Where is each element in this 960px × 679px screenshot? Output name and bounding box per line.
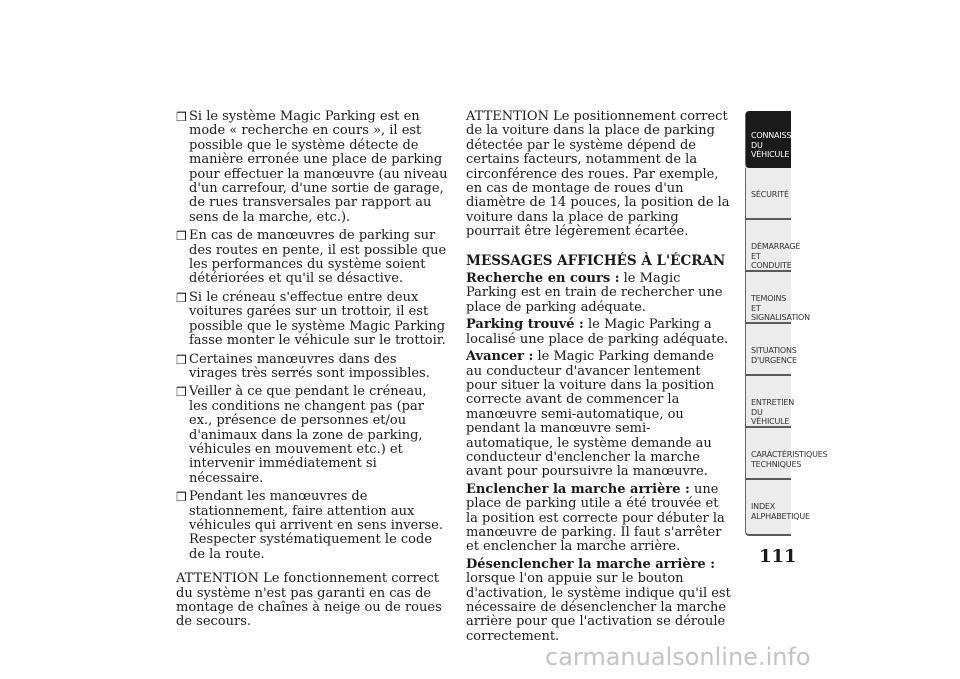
- tab-index-alphabetique[interactable]: INDEX ALPHABETIQUE: [745, 480, 791, 536]
- checkbox-bullet-icon: ❒: [176, 352, 187, 367]
- message-term: Avancer :: [466, 349, 534, 365]
- tab-entretien-du-vehicule[interactable]: ENTRETIEN DU VÉHICULE: [745, 376, 791, 428]
- bullet-item: ❒ Certaines manœuvres dans des virages très serrés sont impossibles.: [176, 351, 430, 381]
- message-text: le Magic Parking demande au conducteur d'avancer lentement pour situer la voiture dans la position correcte avant de commencer la manœuvre semi-automatique, ou pendant la manœuvre semi-automatique, le système demande au conducteur d'enclencher la marche avant pour poursuivre la manœuvre.: [466, 349, 715, 480]
- watermark: carmanualsonline.info: [545, 643, 811, 671]
- message-text: une place de parking utile a été trouvée et la position est correcte pour débuter la manœuvre de parking. Il faut s'arrêter et enclencher la marche arrière.: [466, 481, 725, 555]
- bullet-item: ❒ Si le système Magic Parking est en mode « recherche en cours », il est possible que le système détecte de manière erronée une place de parking pour effectuer la manœuvre (au niveau d'un carrefour, d'une sortie de garage, de rues transversales par rapport au sens de la marche, etc.).: [176, 109, 448, 225]
- checkbox-bullet-icon: ❒: [176, 490, 187, 505]
- tab-caracteristiques-techniques[interactable]: CARACTÉRISTIQUES TECHNIQUES: [745, 428, 791, 480]
- message-item: [466, 483, 732, 555]
- bullet-item: ❒ Si le créneau s'effectue entre deux voitures garées sur un trottoir, il est possible que le système Magic Parking fasse monter le véhicule sur le trottoir.: [176, 289, 446, 349]
- message-text: lorsque l'on appuie sur le bouton d'activation, le système indique qu'il est nécessaire de désenclencher la marche arrière pour que l'activation se déroule correctement.: [466, 571, 731, 644]
- message-term: Recherche en cours :: [466, 271, 620, 287]
- tab-connaissance-du-vehicule[interactable]: CONNAISSANCE DU VÉHICULE: [745, 111, 791, 168]
- message-text: le Magic Parking est en train de rechercher une place de parking adéquate.: [466, 271, 723, 315]
- tab-securite[interactable]: SÉCURITÉ: [745, 168, 791, 220]
- checkbox-bullet-icon: ❒: [176, 385, 187, 400]
- bullet-item: ❒ Veiller à ce que pendant le créneau, les conditions ne changent pas (par ex., présence de personnes et/ou d'animaux dans la zone de parking, véhicules en mouvement etc.) et intervenir immédiatement si nécessaire.: [176, 384, 427, 486]
- checkbox-bullet-icon: ❒: [176, 290, 187, 305]
- message-item: [466, 558, 732, 644]
- message-term: Parking trouvé :: [466, 317, 584, 333]
- attention-note: ATTENTION Le fonctionnement correct du système n'est pas garanti en cas de montage de chaînes à neige ou de roues de secours.: [176, 571, 442, 630]
- message-term: Enclencher la marche arrière :: [466, 481, 690, 497]
- chapter-tabs: [745, 111, 828, 536]
- tab-situations-d-urgence[interactable]: SITUATIONS D'URGENCE: [745, 324, 791, 376]
- section-heading: MESSAGES AFFICHÉS À L'ÉCRAN: [466, 252, 726, 269]
- page-number: 111: [759, 546, 797, 567]
- bullet-item: ❒ En cas de manœuvres de parking sur des routes en pente, il est possible que les performances du système soient détériorées et qu'il se désactive.: [176, 228, 447, 287]
- tab-temoins-et-signalisation[interactable]: TEMOINS ET SIGNALISATION: [745, 272, 791, 324]
- message-item: [466, 350, 732, 480]
- message-item: [466, 318, 732, 347]
- right-column: [466, 110, 732, 647]
- checkbox-bullet-icon: ❒: [176, 229, 187, 244]
- bullet-item: ❒ Pendant les manœuvres de stationnement, faire attention aux véhicules qui arrivent en sens inverse. Respecter systématiquement le code de la route.: [176, 489, 443, 562]
- attention-note: ATTENTION Le positionnement correct de la voiture dans la place de parking détectée par le système dépend de certains facteurs, notamment de la circonférence des roues. Par exemple, en cas de montage de roues d'un diamètre de 14 pouces, la position de la voiture dans la place de parking pourrait être légèrement écartée.: [466, 109, 730, 240]
- checkbox-bullet-icon: ❒: [176, 110, 187, 124]
- message-item: [466, 272, 732, 315]
- message-term: Désenclencher la marche arrière :: [466, 556, 716, 572]
- left-column: [176, 110, 448, 638]
- tab-demarrage-et-conduite[interactable]: DÉMARRAGE ET CONDUITE: [745, 220, 791, 272]
- message-text: le Magic Parking a localisé une place de parking adéquate.: [466, 317, 729, 347]
